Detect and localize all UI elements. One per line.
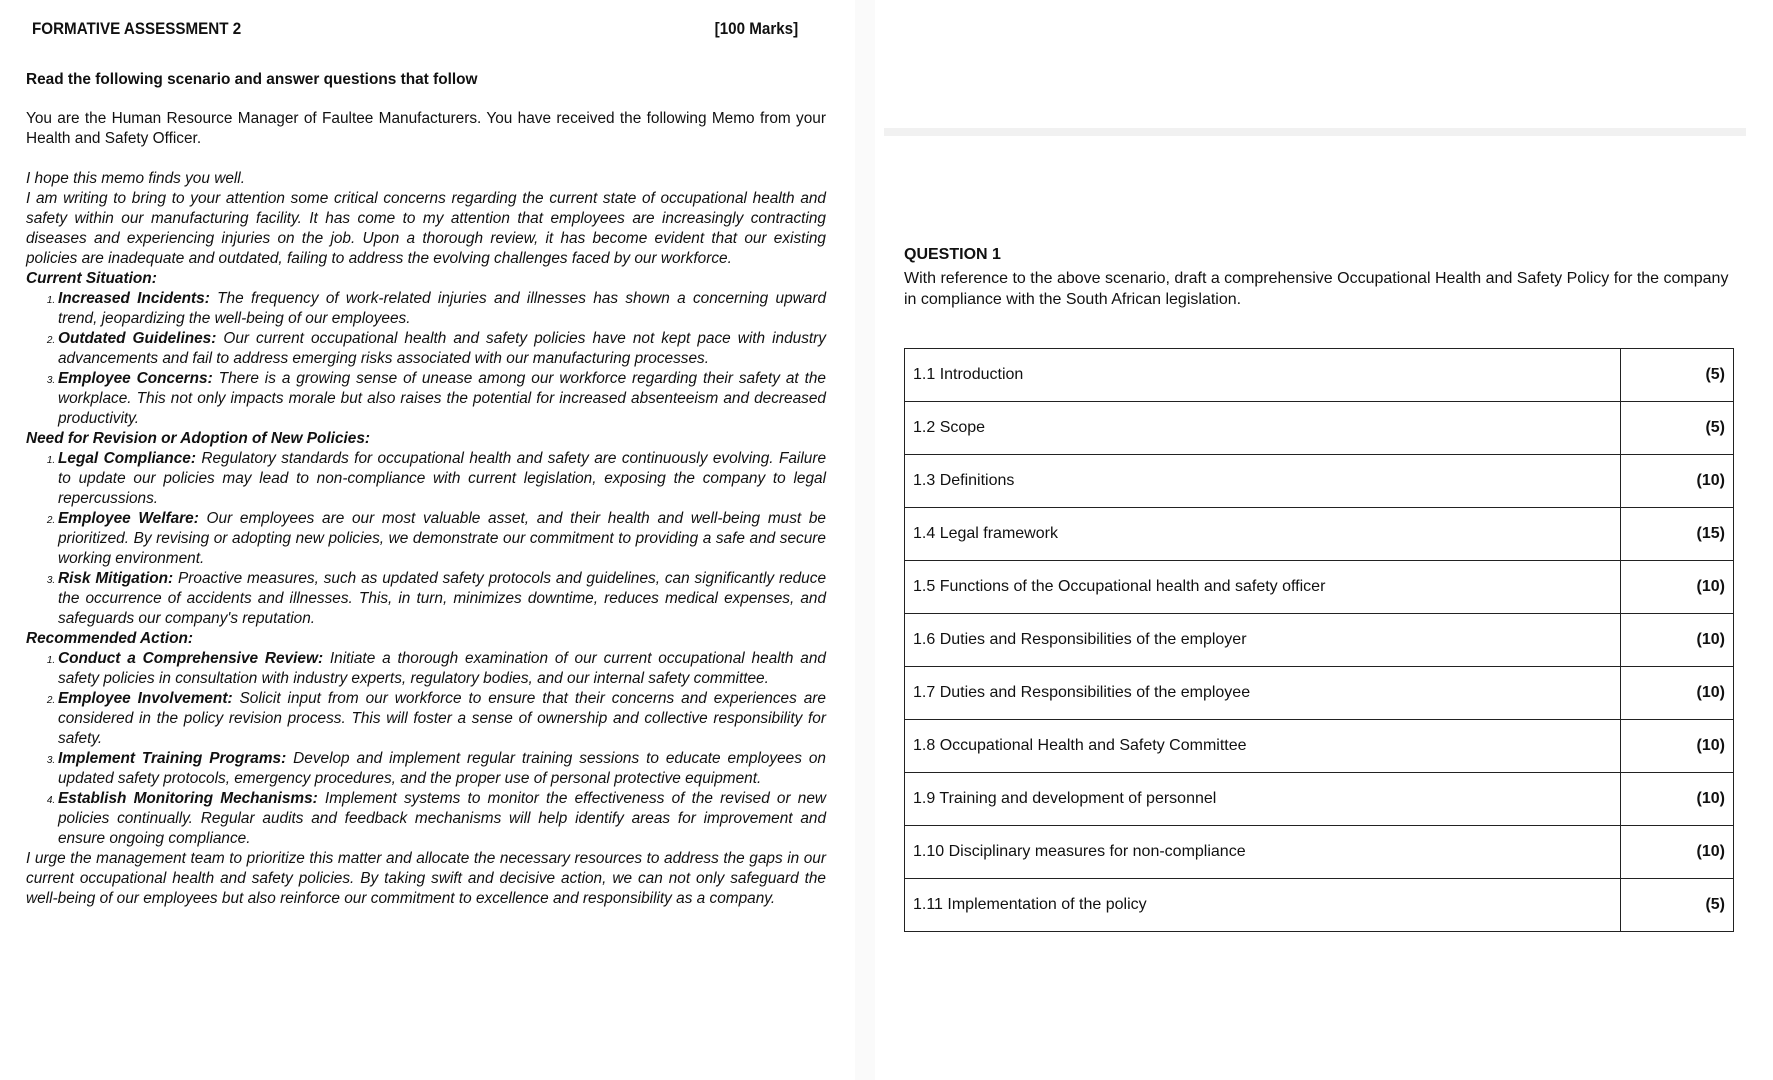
recommended-action-list [26,649,826,849]
assessment-title: FORMATIVE ASSESSMENT 2 [32,20,242,38]
scenario-intro: You are the Human Resource Manager of Faultee Manufacturers. You have received the following Memo from your Health and Safety Officer. [26,110,826,147]
current-situation-list [26,289,826,429]
scenario-section [26,70,826,909]
question-text: With reference to the above scenario, draft a comprehensive Occupational Health and Safety Policy for the company in compliance with the South African legislation. [904,270,1729,308]
table-row [905,667,1734,720]
table-row [905,826,1734,879]
assessment-header [32,20,799,44]
need-for-revision-list [26,449,826,629]
section-label: 1.5 Functions of the Occupational health and safety officer [905,561,1621,614]
list-item: 3. Risk Mitigation: Proactive measures, such as updated safety protocols and guidelines, can significantly reduce the occurrence of accidents and illnesses. This, in turn, minimizes downtime, reduces medical expenses, and safeguards our company's reputation. [58,569,826,629]
section-marks: (10) [1621,561,1734,614]
section-label: 1.1 Introduction [905,349,1621,402]
page-divider-bar [884,128,1746,136]
section-label: 1.9 Training and development of personnel [905,773,1621,826]
section-label: 1.3 Definitions [905,455,1621,508]
list-item: 4. Establish Monitoring Mechanisms: Implement systems to monitor the effectiveness of the revised or new policies continually. Regular audits and feedback mechanisms will help identify areas for improvement and ensure ongoing compliance. [58,789,826,849]
memo-opening: I am writing to bring to your attention some critical concerns regarding the current state of occupational health and safety within our manufacturing facility. It has come to my attention that employees are increasingly contracting diseases and experiencing injuries on the job. Upon a thorough review, it has become evident that our existing policies are inadequate and outdated, failing to address the evolving challenges faced by our workforce. [26,190,826,267]
section-label: 1.6 Duties and Responsibilities of the employer [905,614,1621,667]
section-marks: (10) [1621,720,1734,773]
section-marks: (5) [1621,402,1734,455]
section-marks: (10) [1621,773,1734,826]
table-row [905,508,1734,561]
list-item: 1. Increased Incidents: The frequency of work-related injuries and illnesses has shown a concerning upward trend, jeopardizing the well-being of our employees. [58,289,826,329]
section-marks: (10) [1621,667,1734,720]
list-item: 2. Employee Involvement: Solicit input from our workforce to ensure that their concerns and experiences are considered in the policy revision process. This will foster a sense of ownership and collective responsibility for safety. [58,689,826,749]
section-marks: (10) [1621,614,1734,667]
question-title: QUESTION 1 [904,246,1001,263]
marks-allocation-table [904,348,1734,932]
list-item: 1. Conduct a Comprehensive Review: Initiate a thorough examination of our current occupational health and safety policies in consultation with industry experts, regulatory bodies, and our internal safety committee. [58,649,826,689]
table-row [905,614,1734,667]
list-item: 1. Legal Compliance: Regulatory standards for occupational health and safety are continuously evolving. Failure to update our policies may lead to non-compliance with current legislation, exposing the company to legal repercussions. [58,449,826,509]
table-row [905,561,1734,614]
section-marks: (10) [1621,826,1734,879]
section-marks: (10) [1621,455,1734,508]
table-row [905,720,1734,773]
list-item: 2. Employee Welfare: Our employees are our most valuable asset, and their health and well-being must be prioritized. By revising or adopting new policies, we demonstrate our commitment to providing a safe and secure working environment. [58,509,826,569]
recommended-action-heading: Recommended Action: [26,630,194,647]
section-marks: (5) [1621,879,1734,932]
section-marks: (15) [1621,508,1734,561]
current-situation-heading: Current Situation: [26,270,157,287]
memo-closing: I urge the management team to prioritize this matter and allocate the necessary resources to address the gaps in our current occupational health and safety policies. By taking swift and decisive action, we can not only safeguard the well-being of our employees but also reinforce our commitment to excellence and responsibility as a company. [26,850,826,907]
section-label: 1.2 Scope [905,402,1621,455]
section-label: 1.7 Duties and Responsibilities of the employee [905,667,1621,720]
section-label: 1.10 Disciplinary measures for non-compliance [905,826,1621,879]
section-label: 1.8 Occupational Health and Safety Committee [905,720,1621,773]
memo-body [26,169,826,909]
total-marks: [100 Marks] [714,20,799,38]
section-label: 1.4 Legal framework [905,508,1621,561]
table-row [905,455,1734,508]
section-marks: (5) [1621,349,1734,402]
table-row [905,349,1734,402]
section-label: 1.11 Implementation of the policy [905,879,1621,932]
table-row [905,773,1734,826]
table-row [905,402,1734,455]
memo-greeting: I hope this memo finds you well. [26,170,245,187]
need-for-revision-heading: Need for Revision or Adoption of New Policies: [26,430,371,447]
list-item: 2. Outdated Guidelines: Our current occupational health and safety policies have not kept pace with industry advancements and fail to address emerging risks associated with our manufacturing processes. [58,329,826,369]
page-gutter [855,0,875,1080]
list-item: 3. Implement Training Programs: Develop and implement regular training sessions to educate employees on updated safety protocols, emergency procedures, and the proper use of personal protective equipment. [58,749,826,789]
table-row [905,879,1734,932]
list-item: 3. Employee Concerns: There is a growing sense of unease among our workforce regarding their safety at the workplace. This not only impacts morale but also raises the potential for increased absenteeism and decreased productivity. [58,369,826,429]
scenario-heading: Read the following scenario and answer questions that follow [26,71,478,88]
